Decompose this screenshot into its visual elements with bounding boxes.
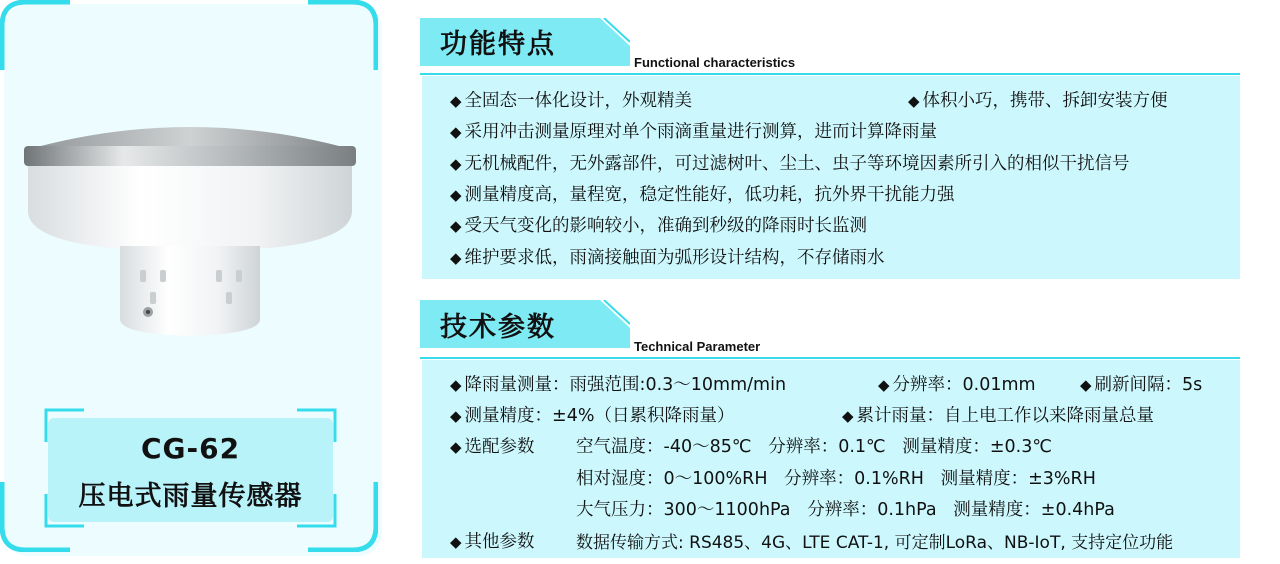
param-options-label: ◆ 选配参数 [450,437,535,457]
param-refresh: ◆ 刷新间隔：5s [1080,375,1203,395]
param-accuracy: ◆ 测量精度：±4%（日累积降雨量） [450,406,735,426]
diamond-bullet-icon: ◆ [450,376,462,394]
feature-item: ◆ 体积小巧，携带、拆卸安装方便 [908,91,1168,111]
product-model: CG-62 [140,432,241,465]
params-divider [420,357,1240,359]
diamond-bullet-icon: ◆ [842,407,854,425]
product-name: 压电式雨量传感器 [78,481,303,512]
feature-item: ◆ 维护要求低，雨滴接触面为弧形设计结构，不存储雨水 [450,248,885,268]
feature-item: ◆ 测量精度高，量程宽，稳定性能好，低功耗，抗外界干扰能力强 [450,185,955,205]
params-subtitle: Technical Parameter [634,339,761,354]
diamond-bullet-icon: ◆ [450,92,462,110]
diamond-bullet-icon: ◆ [878,376,890,394]
param-rainfall: ◆ 降雨量测量：雨强范围:0.3～10mm/min [450,375,787,395]
diamond-bullet-icon: ◆ [908,92,920,110]
diamond-bullet-icon: ◆ [450,186,462,204]
diamond-bullet-icon: ◆ [450,249,462,267]
feature-item: ◆ 受天气变化的影响较小，准确到秒级的降雨时长监测 [450,216,868,236]
diamond-bullet-icon: ◆ [450,217,462,235]
diamond-bullet-icon: ◆ [450,155,462,173]
param-option-temperature: 空气温度：-40～85℃ 分辨率：0.1℃ 测量精度：±0.3℃ [576,437,1053,457]
param-resolution: ◆ 分辨率：0.01mm [878,375,1036,395]
param-other-value: 数据传输方式: RS485、4G、LTE CAT-1, 可定制LoRa、NB-IoT, 支持定位功能 [576,533,1174,553]
feature-item: ◆ 采用冲击测量原理对单个雨滴重量进行测算，进而计算降雨量 [450,122,938,142]
diamond-bullet-icon: ◆ [450,438,462,456]
params-title: 技术参数 [440,312,556,343]
features-divider [420,73,1240,75]
features-subtitle: Functional characteristics [634,55,796,70]
rain-sensor-image [20,120,360,350]
diamond-bullet-icon: ◆ [450,407,462,425]
diamond-bullet-icon: ◆ [450,123,462,141]
feature-item: ◆ 无机械配件，无外露部件，可过滤树叶、尘土、虫子等环境因素所引入的相似干扰信号 [450,154,1130,174]
diamond-bullet-icon: ◆ [450,533,462,551]
features-title: 功能特点 [440,29,556,60]
diamond-bullet-icon: ◆ [1080,376,1092,394]
param-cumulative: ◆ 累计雨量：自上电工作以来降雨量总量 [842,406,1155,426]
param-other-label: ◆ 其他参数 [450,532,535,552]
feature-item: ◆ 全固态一体化设计，外观精美 [450,91,693,111]
param-option-humidity: 相对湿度：0～100%RH 分辨率：0.1%RH 测量精度：±3%RH [576,469,1096,489]
param-option-pressure: 大气压力：300～1100hPa 分辨率：0.1hPa 测量精度：±0.4hPa [576,500,1115,520]
